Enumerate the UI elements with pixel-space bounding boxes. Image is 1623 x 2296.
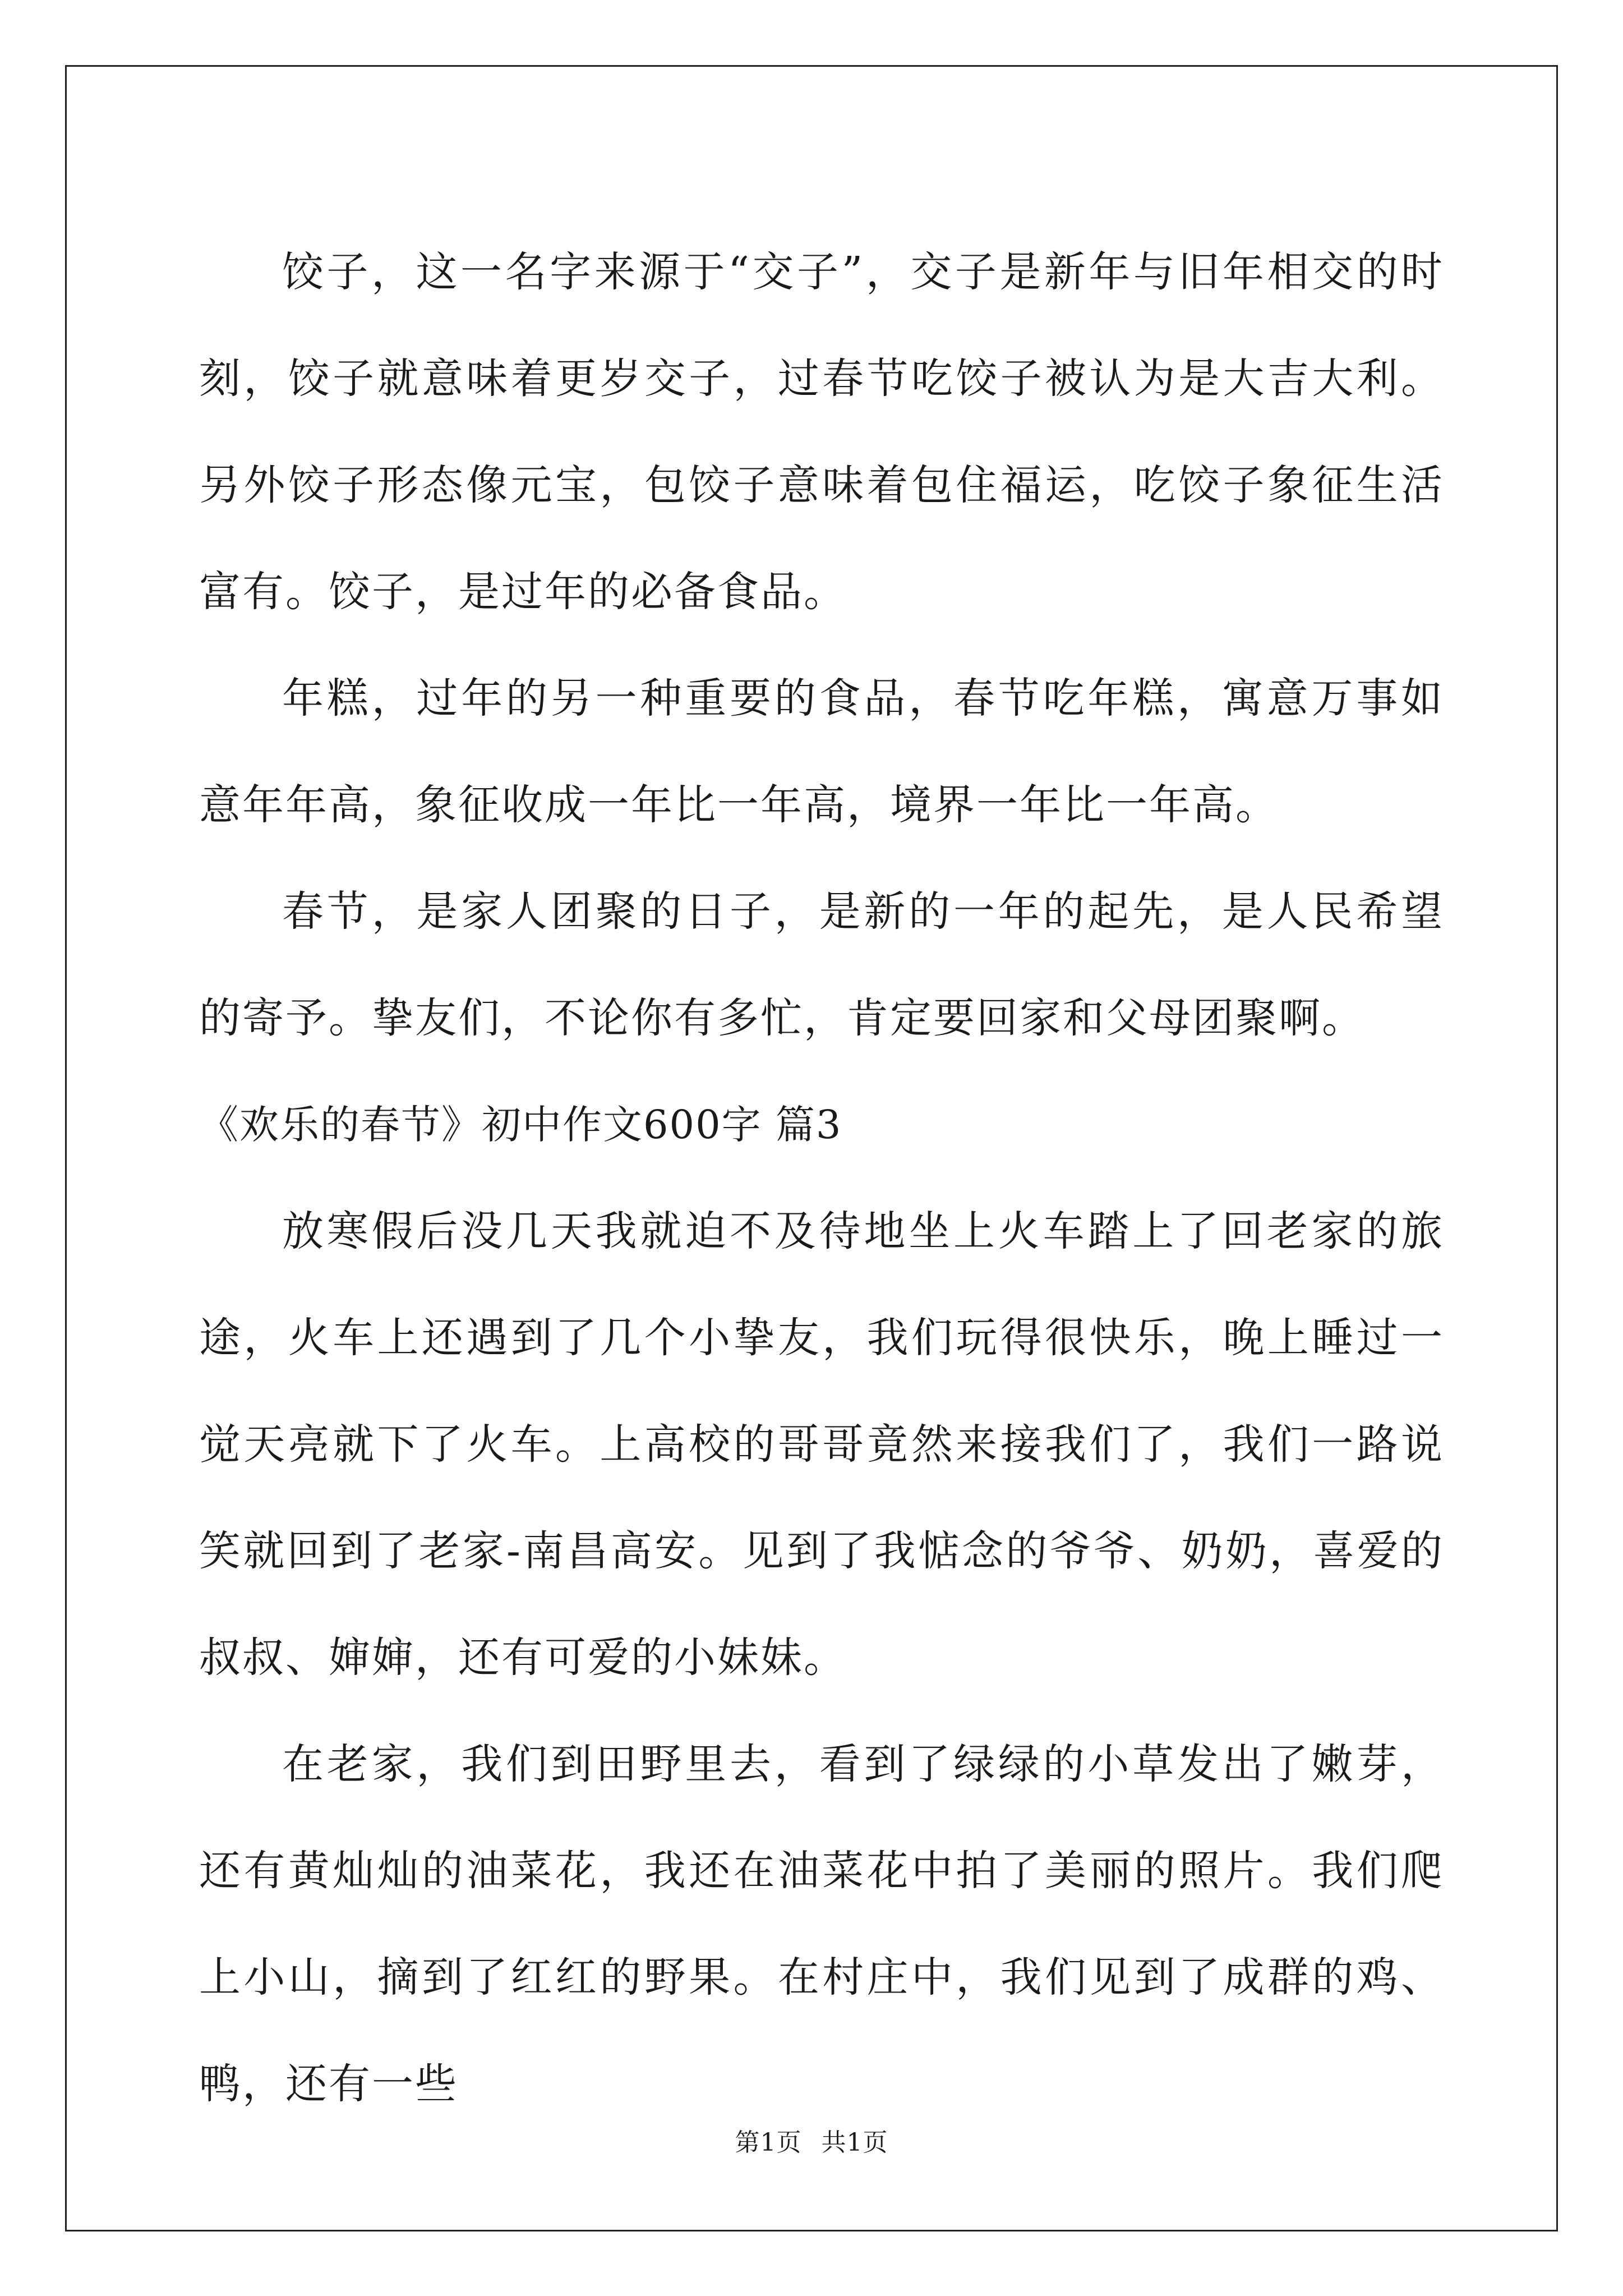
paragraph-journey: 放寒假后没几天我就迫不及待地坐上火车踏上了回老家的旅途，火车上还遇到了几个小挚友，我们玩得很快乐，晚上睡过一觉天亮就下了火车。上高校的哥哥竟然来接我们了，我们一路说笑就回到了老家-南昌高安。见到了我惦念的爷爷、奶奶，喜爱的叔叔、婶婶，还有可爱的小妹妹。 bbox=[199, 1207, 1444, 1682]
page-number: 第1页 bbox=[735, 2128, 802, 2157]
page-total: 共1页 bbox=[821, 2128, 888, 2157]
paragraph-countryside: 在老家，我们到田野里去，看到了绿绿的小草发出了嫩芽，还有黄灿灿的油菜花，我还在油菜花中拍了美丽的照片。我们爬上小山，摘到了红红的野果。在村庄中，我们见到了成群的鸡、鸭，还有一些 bbox=[199, 1740, 1444, 2108]
paragraph-reunion: 春节，是家人团聚的日子，是新的一年的起先，是人民希望的寄予。挚友们，不论你有多忙，肯定要回家和父母团聚啊。 bbox=[199, 887, 1444, 1042]
paragraph-niangao: 年糕，过年的另一种重要的食品，春节吃年糕，寓意万事如意年年高，象征收成一年比一年高，境界一年比一年高。 bbox=[199, 674, 1444, 829]
section-heading: 《欢乐的春节》初中作文600字 篇3 bbox=[199, 1102, 842, 1148]
paragraph-dumplings: 饺子，这一名字来源于“交子”，交子是新年与旧年相交的时刻，饺子就意味着更岁交子，过春节吃饺子被认为是大吉大利。另外饺子形态像元宝，包饺子意味着包住福运，吃饺子象征生活富有。饺子，是过年的必备食品。 bbox=[199, 248, 1444, 616]
document-body bbox=[199, 219, 1444, 2137]
page-footer bbox=[0, 2126, 1623, 2160]
